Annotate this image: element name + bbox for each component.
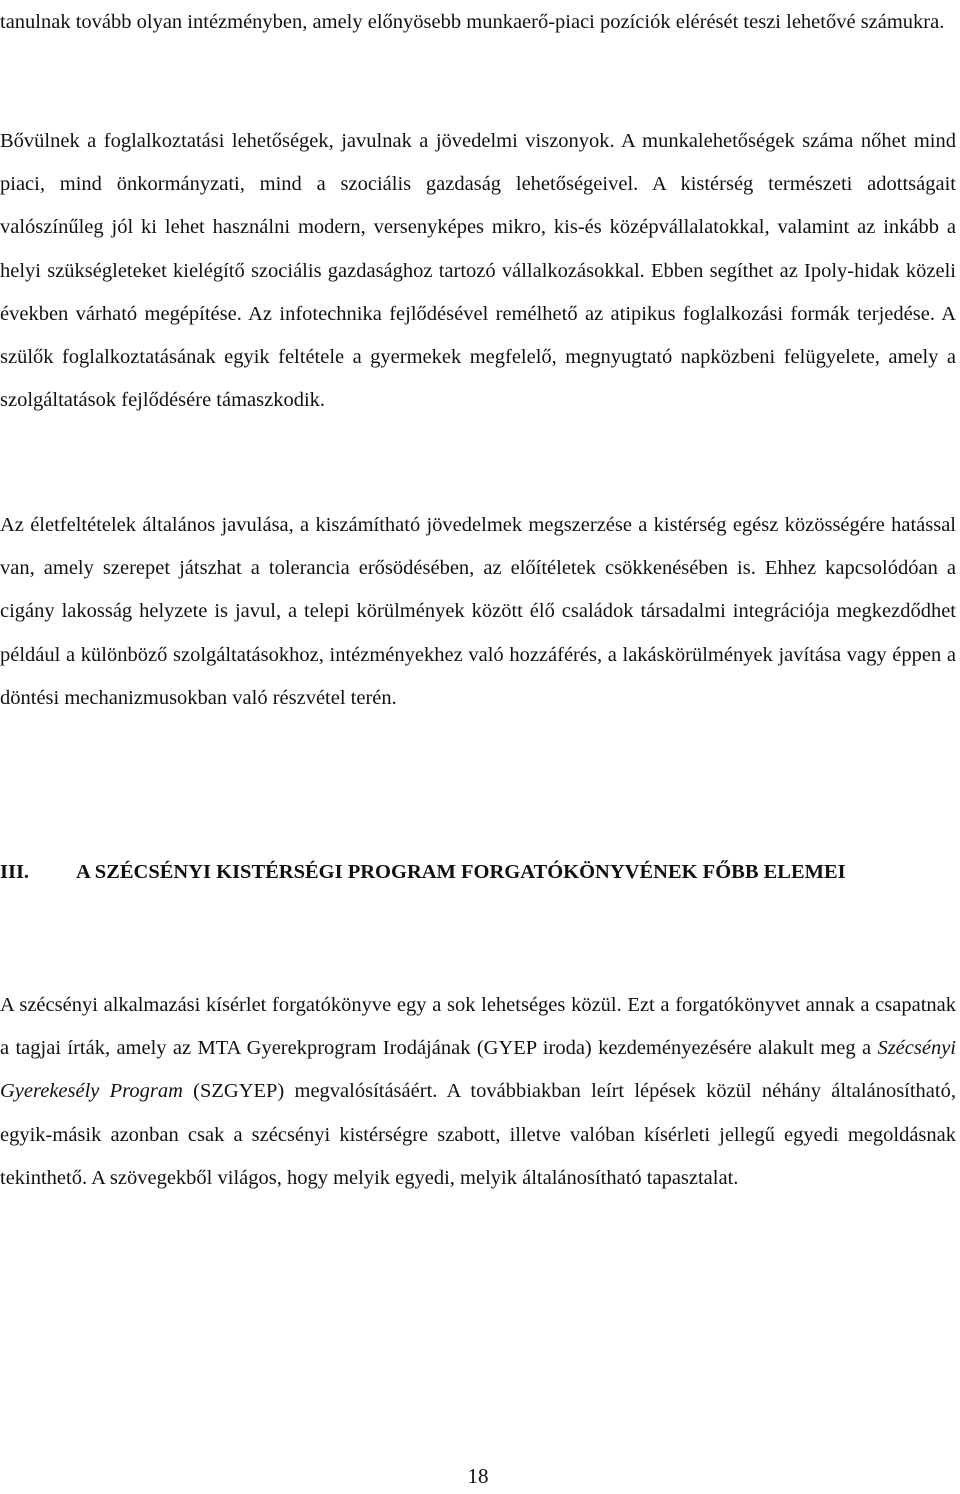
section-title: A SZÉCSÉNYI KISTÉRSÉGI PROGRAM FORGATÓKÖNYVÉNEK FŐBB ELEMEI <box>76 861 846 883</box>
paragraph-scenario-text-1: A szécsényi alkalmazási kísérlet forgatókönyve egy a sok lehetséges közül. Ezt a forgatókönyvet annak a csapatnak a tagjai írták, amely az MTA Gyerekprogram Irodájának (GYEP iroda) kezdeményezésére alakult meg a <box>0 994 956 1060</box>
page-number: 18 <box>467 1464 489 1488</box>
paragraph-scenario-text-2: (SZGYEP) megvalósításáért. A továbbiakban leírt lépések közül néhány általánosítható, egyik-másik azonban csak a szécsényi kistérségre szabott, illetve valóban kísérleti jellegű egyedi megoldásnak tekinthető. A szövegekből világos, hogy melyik egyedi, melyik általánosítható tapasztalat. <box>0 1080 956 1189</box>
paragraph-living-conditions: Az életfeltételek általános javulása, a kiszámítható jövedelmek megszerzése a kistérség egész közösségére hatással van, amely szerepet játszhat a tolerancia erősödésében, az előítéletek csökkenésében is. Ehhez kapcsolódóan a cigány lakosság helyzete is javul, a telepi körülmények között élő családok társadalmi integrációja megkezdődhet például a különböző szolgáltatásokhoz, intézményekhez való hozzáférés, a lakáskörülmények javítása vagy éppen a döntési mechanizmusokban való részvétel terén. <box>0 514 956 709</box>
section-number: III. <box>0 861 30 883</box>
paragraph-employment: Bővülnek a foglalkoztatási lehetőségek, javulnak a jövedelmi viszonyok. A munkalehetőségek száma nőhet mind piaci, mind önkormányzati, mind a szociális gazdaság lehetőségeivel. A kistérség természeti adottságait valószínűleg jól ki lehet használni modern, versenyképes mikro, kis-és középvállalatokkal, valamint az inkább a helyi szükségleteket kielégítő szociális gazdasághoz tartozó vállalkozásokkal. Ebben segíthet az Ipoly-hidak közeli években várható megépítése. Az infotechnika fejlődésével remélhető az atipikus foglalkozási formák terjedése. A szülők foglalkoztatásának egyik feltétele a gyermekek megfelelő, megnyugtató napközbeni felügyelete, amely a szolgáltatások fejlődésére támaszkodik. <box>0 130 956 412</box>
paragraph-scenario <box>0 984 956 1200</box>
program-name-italic: Szécsényi Gyerekesély Program <box>0 1037 956 1103</box>
paragraph-continuation: tanulnak tovább olyan intézményben, amely előnyösebb munkaerő-piaci pozíciók elérését teszi lehetővé számukra. <box>0 11 945 33</box>
